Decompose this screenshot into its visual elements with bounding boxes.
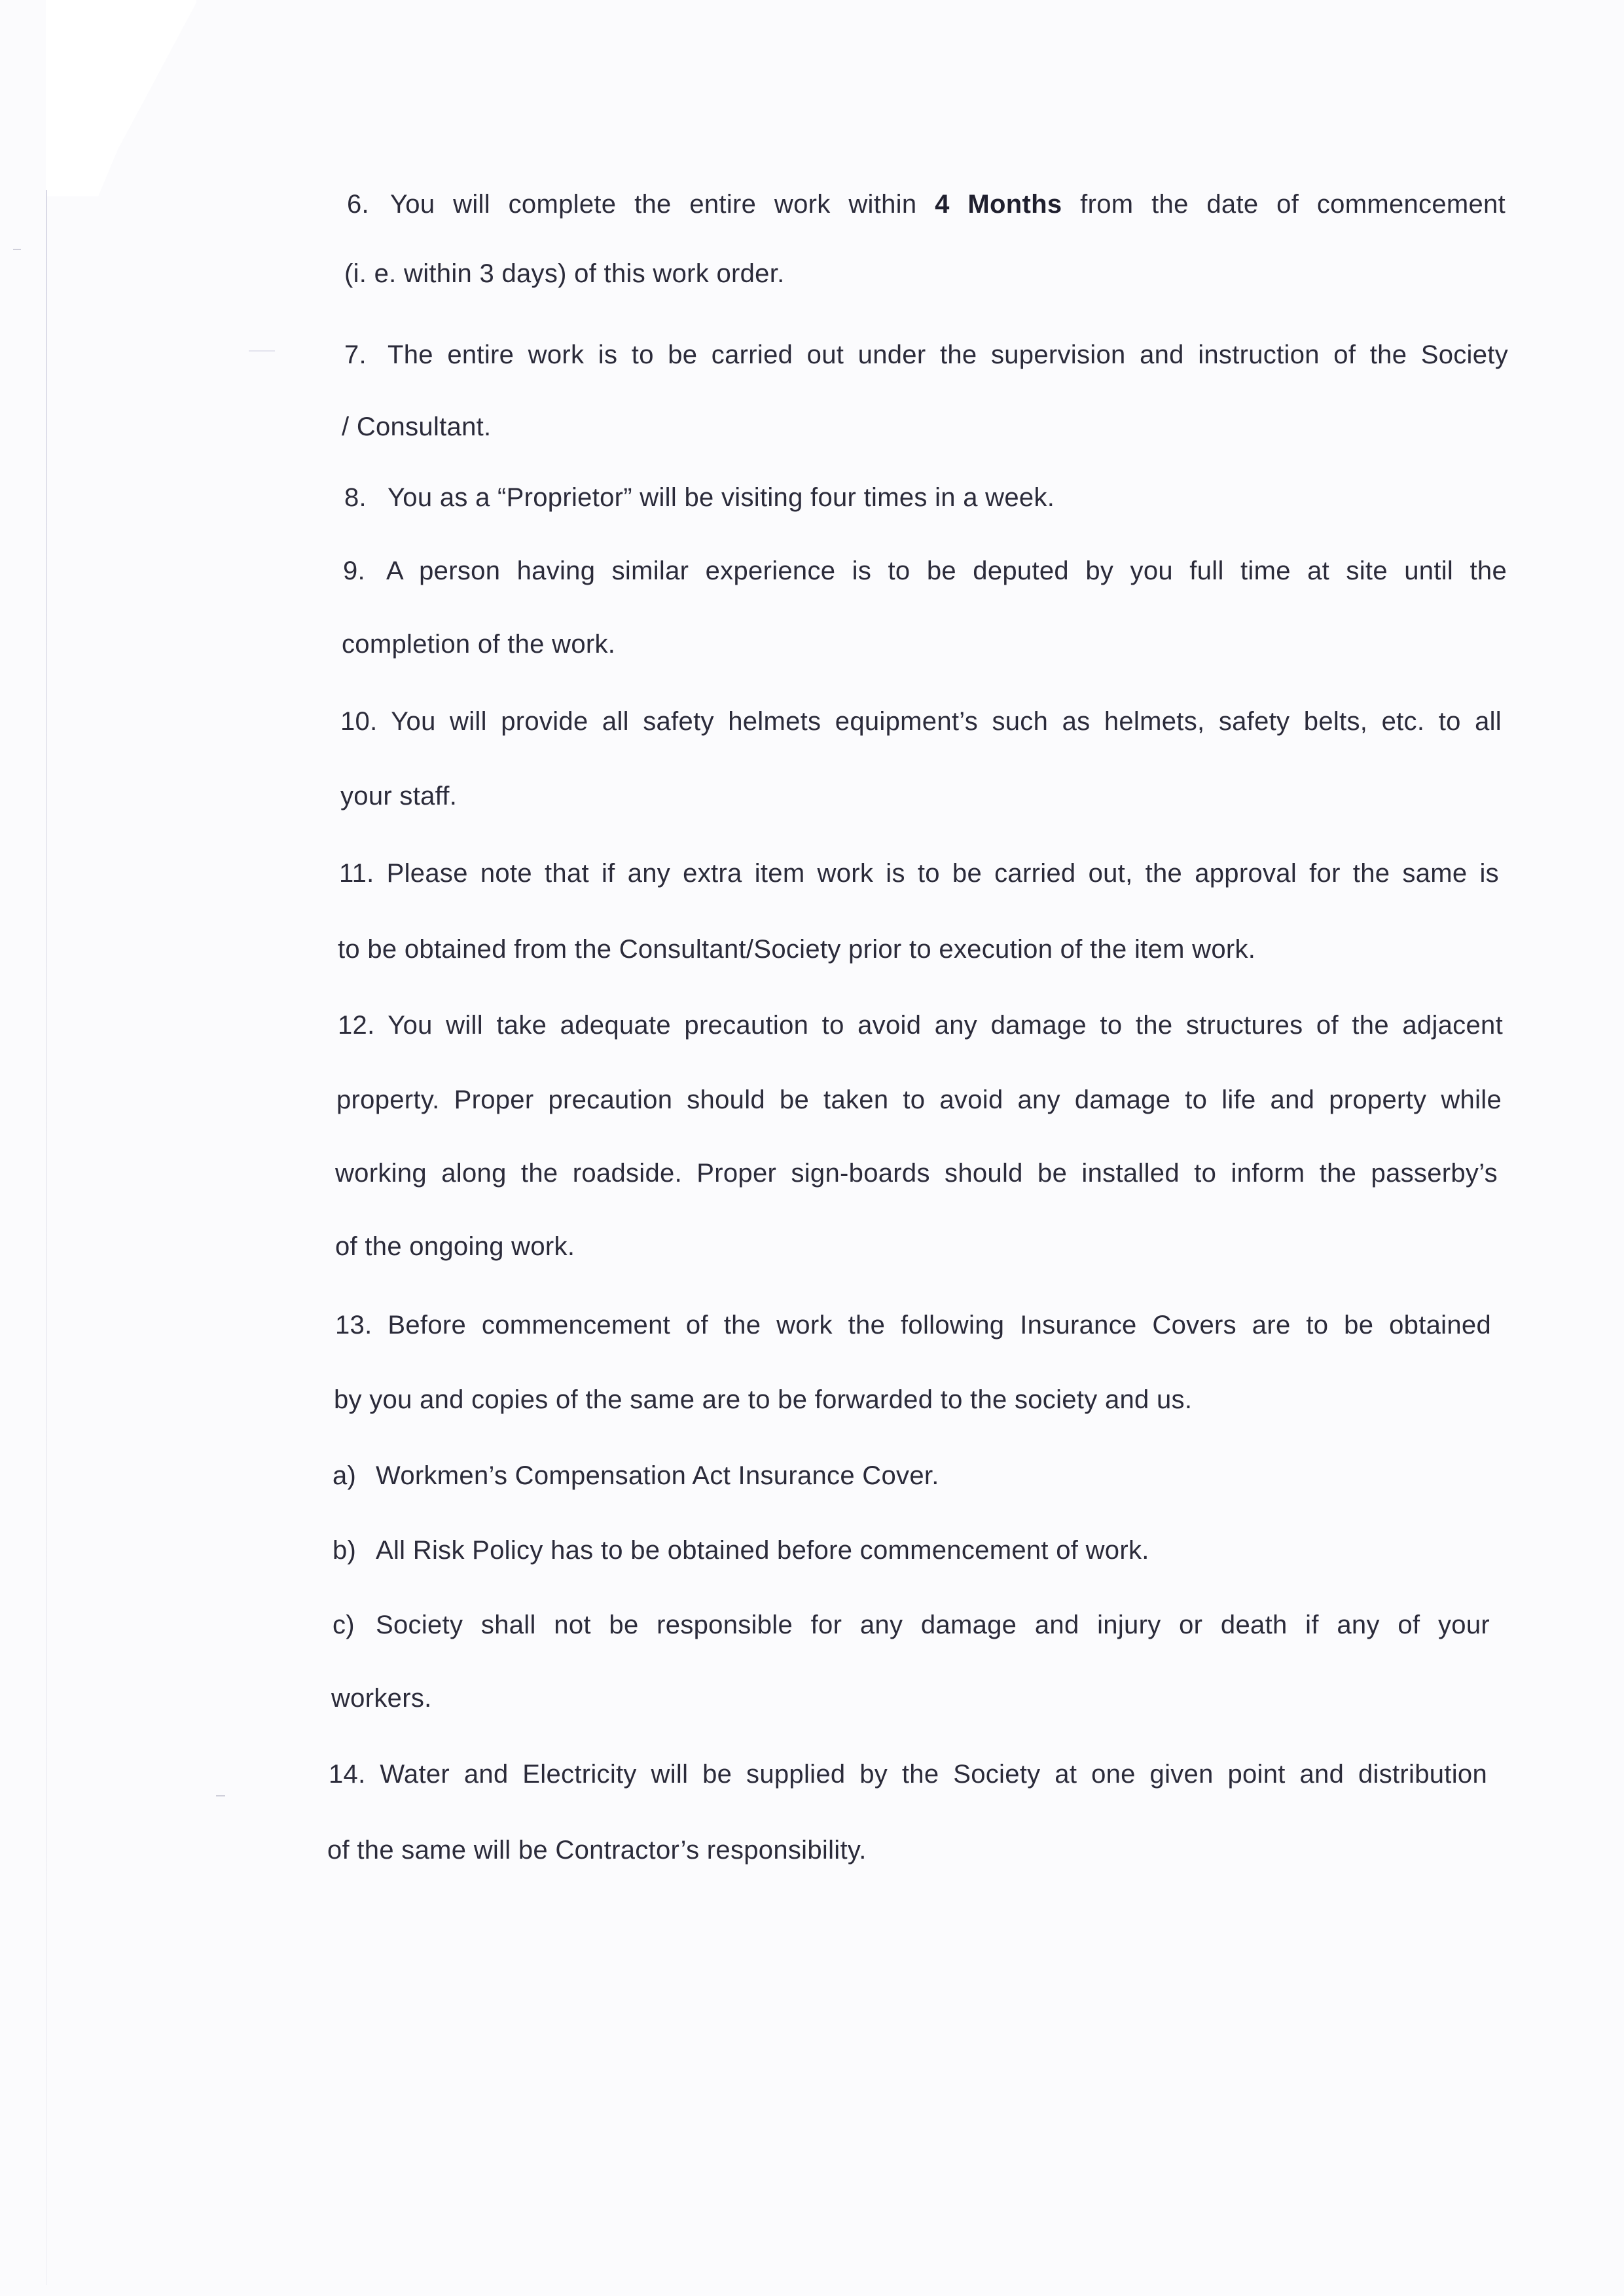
item-continuation: / Consultant. (342, 412, 492, 441)
item-number: 12. (338, 1011, 375, 1040)
item-continuation: (i. e. within 3 days) of this work order. (344, 259, 785, 288)
scan-mark (249, 350, 275, 352)
sub-item-c (333, 1609, 1490, 1641)
item-continuation: by you and copies of the same are to be forwarded to the society and us. (334, 1385, 1193, 1414)
item-number: 14. (329, 1760, 366, 1789)
item-text: working along the roadside. Proper sign-boards should be installed to inform the passerby’s (335, 1159, 1498, 1188)
list-item-13 (335, 1309, 1491, 1341)
item-number: 9. (343, 556, 365, 585)
item-text: The entire work is to be carried out under the supervision and instruction of the Society (388, 340, 1508, 369)
item-continuation: of the same will be Contractor’s responsibility. (327, 1836, 867, 1865)
item-emphasis: 4 Months (935, 190, 1062, 219)
item-text: property. Proper precaution should be taken to avoid any damage to life and property while (336, 1085, 1502, 1114)
scan-mark (216, 1795, 225, 1796)
item-text: from the date of commencement (1062, 190, 1506, 219)
item-continuation (335, 1157, 1498, 1189)
sub-item-label: c) (333, 1611, 355, 1639)
item-text: A person having similar experience is to be deputed by you full time at site until the (386, 556, 1507, 585)
item-text: Society shall not be responsible for any damage and injury or death if any of your (376, 1611, 1490, 1639)
item-continuation: of the ongoing work. (335, 1232, 575, 1261)
item-number: 7. (344, 340, 367, 369)
item-number: 10. (340, 707, 378, 736)
item-number: 13. (335, 1311, 372, 1339)
item-continuation: to be obtained from the Consultant/Society prior to execution of the item work. (338, 935, 1256, 964)
list-item-14 (329, 1758, 1487, 1790)
item-number: 11. (339, 859, 374, 888)
item-text: You will complete the entire work within (390, 190, 935, 219)
list-item-7 (344, 339, 1508, 371)
item-text: You will take adequate precaution to avoid any damage to the structures of the adjacent (388, 1011, 1503, 1040)
item-text: All Risk Policy has to be obtained before commencement of work. (376, 1536, 1149, 1565)
item-text: You will provide all safety helmets equipment’s such as helmets, safety belts, etc. to all (391, 707, 1502, 736)
item-continuation: completion of the work. (342, 630, 616, 659)
sub-item-label: b) (333, 1536, 357, 1565)
item-text: Workmen’s Compensation Act Insurance Cover. (376, 1461, 939, 1490)
item-number: 8. (344, 483, 367, 512)
list-item-10 (340, 706, 1502, 737)
folded-corner-mark (46, 0, 196, 196)
item-text: You as a “Proprietor” will be visiting four times in a week. (388, 483, 1055, 512)
list-item-6 (347, 189, 1506, 220)
sub-item-b (333, 1535, 1149, 1566)
list-item-9 (343, 555, 1507, 587)
list-item-11 (339, 858, 1499, 889)
list-item-12 (338, 1010, 1503, 1041)
item-continuation (336, 1084, 1502, 1116)
item-number: 6. (347, 190, 369, 219)
page-left-edge (46, 190, 47, 2285)
item-text: Before commencement of the work the following Insurance Covers are to be obtained (388, 1311, 1492, 1339)
item-text: Please note that if any extra item work is to be carried out, the approval for the same is (386, 859, 1499, 888)
item-continuation: workers. (331, 1684, 432, 1713)
scan-mark (13, 249, 21, 250)
item-text: Water and Electricity will be supplied by the Society at one given point and distribution (380, 1760, 1487, 1789)
sub-item-a (333, 1460, 939, 1491)
sub-item-label: a) (333, 1461, 357, 1490)
item-continuation: your staff. (340, 782, 458, 811)
list-item-8 (344, 482, 1055, 513)
